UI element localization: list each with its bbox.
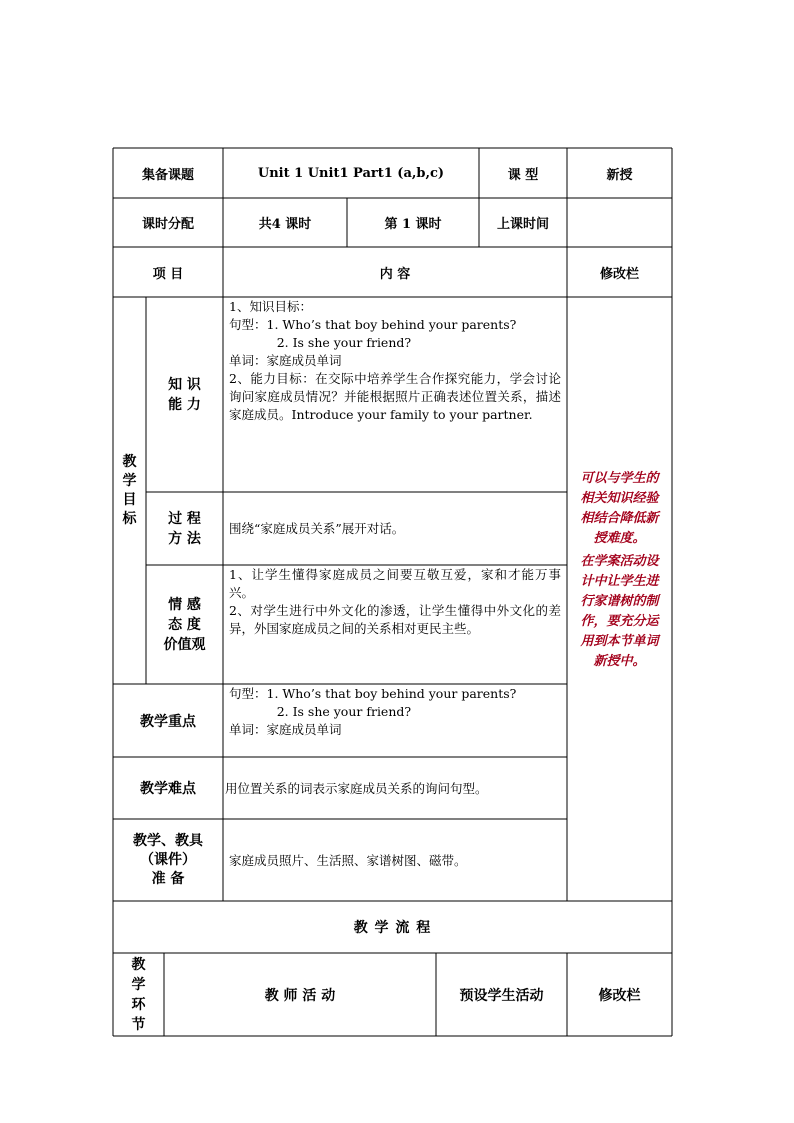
- topic-title: Unit 1 Unit1 Part1 (a,b,c): [257, 165, 445, 181]
- revise-note-line: 新授中。: [593, 653, 646, 669]
- revise-note-line: 相结合降低新: [580, 510, 659, 526]
- revise-note-line: 在学案活动设: [580, 553, 659, 569]
- revise-note-line: 授难度。: [593, 530, 646, 546]
- knowledge-line: 单词：家庭成员单词: [229, 353, 342, 368]
- revise-note-line: 可以与学生的: [580, 470, 659, 486]
- lesson-type-value: 新授: [606, 167, 633, 183]
- process-text: 围绕“家庭成员关系”展开对话。: [229, 521, 405, 536]
- knowledge-label-line2: 能 力: [168, 396, 201, 413]
- preparation-label-line2: （课件）: [140, 851, 196, 868]
- key-points-line: 单词：家庭成员单词: [229, 722, 342, 737]
- emotion-label: [146, 565, 223, 684]
- knowledge-label: [146, 297, 223, 492]
- difficulties-content: [223, 757, 567, 819]
- flow-revise-header: 修改栏: [598, 987, 641, 1004]
- key-points-label: 教学重点: [140, 713, 196, 730]
- revise-note-line: 相关知识经验: [580, 490, 659, 506]
- emotion-label-line3: 价值观: [163, 636, 206, 653]
- topic-label: 集备课题: [141, 167, 194, 183]
- difficulties-text: 用位置关系的词表示家庭成员关系的询问句型。: [225, 780, 488, 796]
- process-label-line2: 方 法: [168, 530, 201, 547]
- key-points-content: [223, 684, 567, 757]
- objectives-label: 教学目标: [122, 453, 137, 527]
- revise-note: [580, 469, 658, 672]
- flow-student-header: 预设学生活动: [459, 987, 544, 1004]
- preparation-label-line3: 准 备: [151, 870, 185, 887]
- emotion-label-line2: 态 度: [168, 616, 201, 633]
- objectives-label-cell: [113, 297, 146, 684]
- knowledge-content: [223, 297, 567, 492]
- flow-stage-cell: [113, 953, 164, 1036]
- key-points-line: 2. Is she your friend?: [229, 704, 412, 719]
- revise-note-line: 用到本节单词: [580, 633, 659, 649]
- revise-header: 修改栏: [599, 266, 639, 282]
- emotion-label-line1: 情 感: [168, 596, 201, 613]
- emotion-line: 2、对学生进行中外文化的渗透，让学生懂得中外文化的差异，外国家庭成员之间的关系相对更民主些。: [229, 603, 561, 636]
- revise-note-line: 作，要充分运: [580, 613, 659, 629]
- difficulties-label: 教学难点: [140, 781, 196, 797]
- period-total: 共4 课时: [258, 217, 312, 232]
- revise-note-cell: [567, 297, 672, 901]
- period-label: 课时分配: [141, 217, 194, 232]
- key-points-line: 句型：1. Who’s that boy behind your parents?: [229, 686, 517, 701]
- period-current: 第 1 课时: [384, 217, 442, 232]
- knowledge-line: 2. Is she your friend?: [229, 335, 412, 350]
- flow-stage-label: 教学环节: [131, 956, 146, 1033]
- class-time-value[interactable]: [567, 198, 672, 247]
- class-time-label: 上课时间: [496, 217, 549, 232]
- item-header: 项 目: [152, 266, 184, 282]
- process-content: [223, 492, 567, 565]
- process-label-line1: 过 程: [168, 510, 201, 527]
- knowledge-line: 2、能力目标：在交际中培养学生合作探究能力，学会讨论询问家庭成员情况？并能根据照片正确表述位置关系，描述家庭成员。Introduce your family to your partner.: [229, 371, 561, 422]
- preparation-label: [113, 819, 223, 901]
- knowledge-line: 句型：1. Who’s that boy behind your parents?: [229, 317, 517, 332]
- lesson-type-label: 课 型: [507, 167, 539, 183]
- process-label: [146, 492, 223, 565]
- content-header: 内 容: [379, 266, 411, 282]
- emotion-content: [223, 565, 567, 684]
- revise-note-line: 行家谱树的制: [580, 593, 659, 609]
- emotion-line: 1、让学生懂得家庭成员之间要互敬互爱，家和才能万事兴。: [229, 567, 561, 600]
- preparation-label-line1: 教学、教具: [133, 832, 203, 849]
- knowledge-label-line1: 知 识: [168, 376, 201, 393]
- flow-teacher-header: 教 师 活 动: [264, 987, 336, 1004]
- flow-title: 教 学 流 程: [353, 920, 432, 936]
- preparation-text: 家庭成员照片、生活照、家谱树图、磁带。: [229, 852, 467, 868]
- preparation-content: [223, 819, 567, 901]
- revise-note-line: 计中让学生进: [580, 573, 659, 589]
- knowledge-line: 1、知识目标：: [229, 299, 312, 314]
